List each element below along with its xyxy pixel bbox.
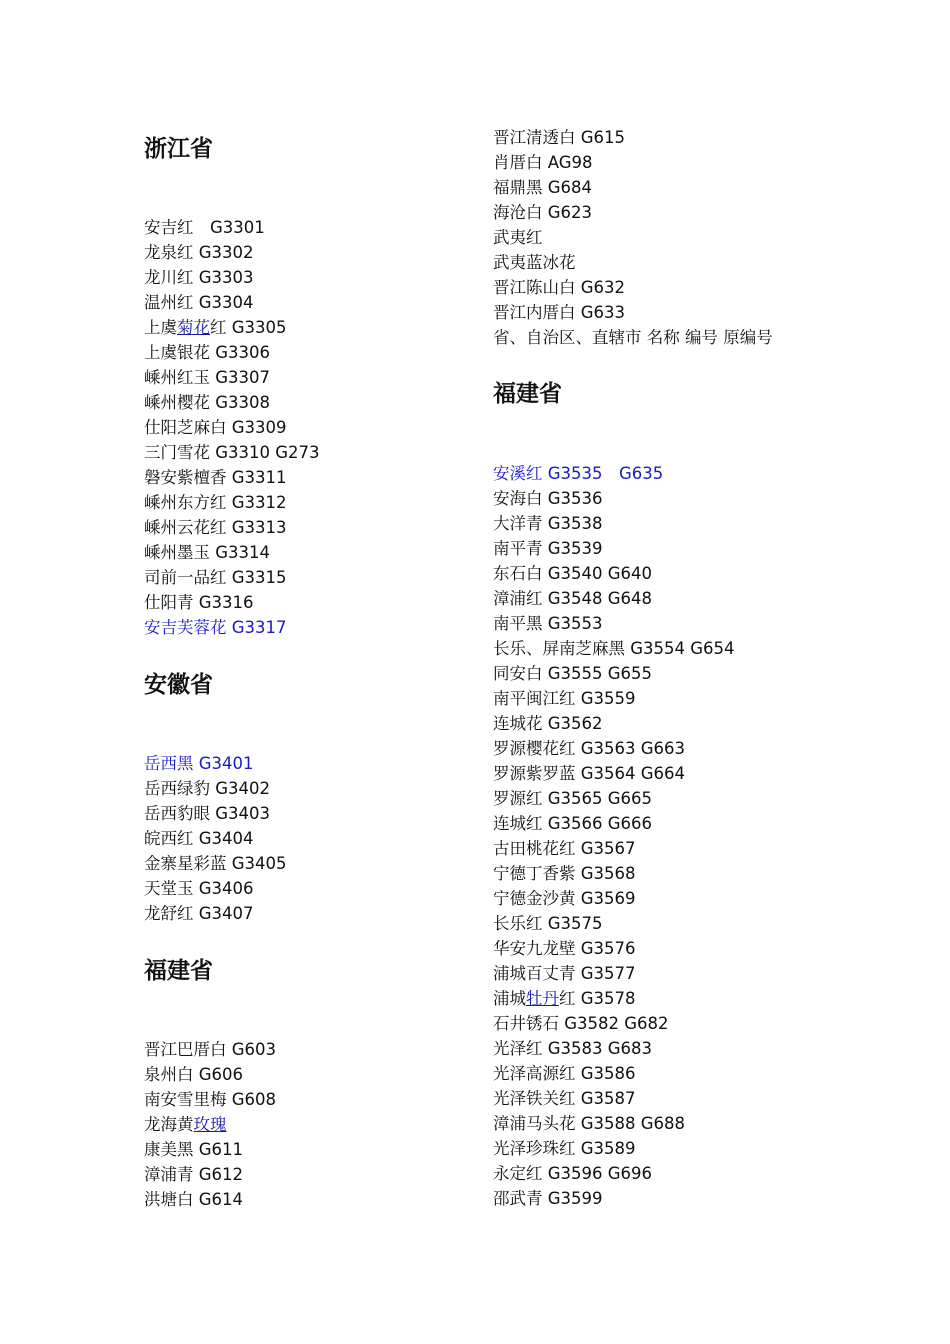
list-item: 康美黑 G611 bbox=[144, 1140, 244, 1159]
list-item: 司前一品红 G3315 bbox=[144, 568, 287, 587]
list-item-text: 浦城 bbox=[493, 989, 526, 1008]
list-item: 安海白 G3536 bbox=[493, 489, 603, 508]
list-item: 石井锈石 G3582 G682 bbox=[493, 1014, 669, 1033]
list-item: 罗源樱花红 G3563 G663 bbox=[493, 739, 686, 758]
list-item: 南安雪里梅 G608 bbox=[144, 1090, 277, 1109]
list-item bbox=[144, 1114, 227, 1136]
heading-fujian-2: 福建省 bbox=[493, 381, 562, 407]
list-item: 肖厝白 AG98 bbox=[493, 153, 593, 172]
list-item: 光泽红 G3583 G683 bbox=[493, 1039, 653, 1058]
list-item: 三门雪花 G3310 G273 bbox=[144, 443, 320, 462]
list-item-text: 红 G3578 bbox=[559, 989, 636, 1008]
list-item: 上虞银花 G3306 bbox=[144, 343, 271, 362]
list-item: 天堂玉 G3406 bbox=[144, 879, 254, 898]
list-item: 南平黑 G3553 bbox=[493, 614, 603, 633]
list-item: 华安九龙壁 G3576 bbox=[493, 939, 636, 958]
list-item: 永定红 G3596 G696 bbox=[493, 1164, 653, 1183]
list-item: 浦城百丈青 G3577 bbox=[493, 964, 636, 983]
list-item: 嵊州东方红 G3312 bbox=[144, 493, 287, 512]
list-item: 晋江清透白 G615 bbox=[493, 128, 626, 147]
list-item: 安吉红 G3301 bbox=[144, 218, 265, 237]
heading-fujian: 福建省 bbox=[144, 958, 213, 984]
list-item: 晋江巴厝白 G603 bbox=[144, 1040, 277, 1059]
list-item: 连城花 G3562 bbox=[493, 714, 603, 733]
list-item: 嵊州樱花 G3308 bbox=[144, 393, 271, 412]
list-item: 龙川红 G3303 bbox=[144, 268, 254, 287]
list-item: 温州红 G3304 bbox=[144, 293, 254, 312]
list-item-text: 红 G3305 bbox=[210, 318, 287, 337]
list-item: 海沧白 G623 bbox=[493, 203, 593, 222]
list-item: 泉州白 G606 bbox=[144, 1065, 244, 1084]
list-item: 罗源红 G3565 G665 bbox=[493, 789, 653, 808]
list-item: 岳西绿豹 G3402 bbox=[144, 779, 271, 798]
list-item: 光泽铁关红 G3587 bbox=[493, 1089, 636, 1108]
list-item: 龙舒红 G3407 bbox=[144, 904, 254, 923]
list-item: 嵊州云花红 G3313 bbox=[144, 518, 287, 537]
list-item: 南平青 G3539 bbox=[493, 539, 603, 558]
list-item: 武夷蓝冰花 bbox=[493, 253, 576, 272]
list-item: 晋江内厝白 G633 bbox=[493, 303, 626, 322]
list-item: 同安白 G3555 G655 bbox=[493, 664, 653, 683]
list-item: 宁德丁香紫 G3568 bbox=[493, 864, 636, 883]
table-header-note: 省、自治区、直辖市 名称 编号 原编号 bbox=[493, 328, 773, 347]
list-item: 长乐红 G3575 bbox=[493, 914, 603, 933]
list-item: 古田桃花红 G3567 bbox=[493, 839, 636, 858]
list-item-text: 上虞 bbox=[144, 318, 177, 337]
list-item: 宁德金沙黄 G3569 bbox=[493, 889, 636, 908]
list-item: 福鼎黑 G684 bbox=[493, 178, 593, 197]
list-item: 光泽高源红 G3586 bbox=[493, 1064, 636, 1083]
list-item: 龙泉红 G3302 bbox=[144, 243, 254, 262]
list-item: 皖西红 G3404 bbox=[144, 829, 254, 848]
list-item bbox=[493, 988, 636, 1010]
list-item: 洪塘白 G614 bbox=[144, 1190, 244, 1209]
link-juhua[interactable]: 菊花 bbox=[177, 318, 210, 337]
list-item: 东石白 G3540 G640 bbox=[493, 564, 653, 583]
heading-anhui: 安徽省 bbox=[144, 672, 213, 698]
list-item: 武夷红 bbox=[493, 228, 543, 247]
list-item bbox=[144, 317, 287, 339]
list-item: 连城红 G3566 G666 bbox=[493, 814, 653, 833]
list-item: 金寨星彩蓝 G3405 bbox=[144, 854, 287, 873]
list-item: 磐安紫檀香 G3311 bbox=[144, 468, 287, 487]
list-item: 罗源紫罗蓝 G3564 G664 bbox=[493, 764, 686, 783]
list-item: 长乐、屏南芝麻黑 G3554 G654 bbox=[493, 639, 735, 658]
list-item: 岳西黑 G3401 bbox=[144, 754, 254, 773]
list-item: 邵武青 G3599 bbox=[493, 1189, 603, 1208]
list-item: 仕阳芝麻白 G3309 bbox=[144, 418, 287, 437]
heading-zhejiang: 浙江省 bbox=[144, 136, 213, 162]
link-mudan[interactable]: 牡丹 bbox=[526, 989, 559, 1008]
list-item: 安吉芙蓉花 G3317 bbox=[144, 618, 287, 637]
list-item: 大洋青 G3538 bbox=[493, 514, 603, 533]
list-item: 漳浦青 G612 bbox=[144, 1165, 244, 1184]
list-item-text: 龙海黄 bbox=[144, 1115, 194, 1134]
list-item: 安溪红 G3535 G635 bbox=[493, 464, 664, 483]
list-item: 光泽珍珠红 G3589 bbox=[493, 1139, 636, 1158]
list-item: 晋江陈山白 G632 bbox=[493, 278, 626, 297]
list-item: 嵊州红玉 G3307 bbox=[144, 368, 271, 387]
link-meigui[interactable]: 玫瑰 bbox=[193, 1115, 227, 1134]
list-item: 南平闽江红 G3559 bbox=[493, 689, 636, 708]
list-item: 嵊州墨玉 G3314 bbox=[144, 543, 271, 562]
list-item: 仕阳青 G3316 bbox=[144, 593, 254, 612]
list-item: 漳浦马头花 G3588 G688 bbox=[493, 1114, 686, 1133]
list-item: 漳浦红 G3548 G648 bbox=[493, 589, 653, 608]
list-item: 岳西豹眼 G3403 bbox=[144, 804, 271, 823]
